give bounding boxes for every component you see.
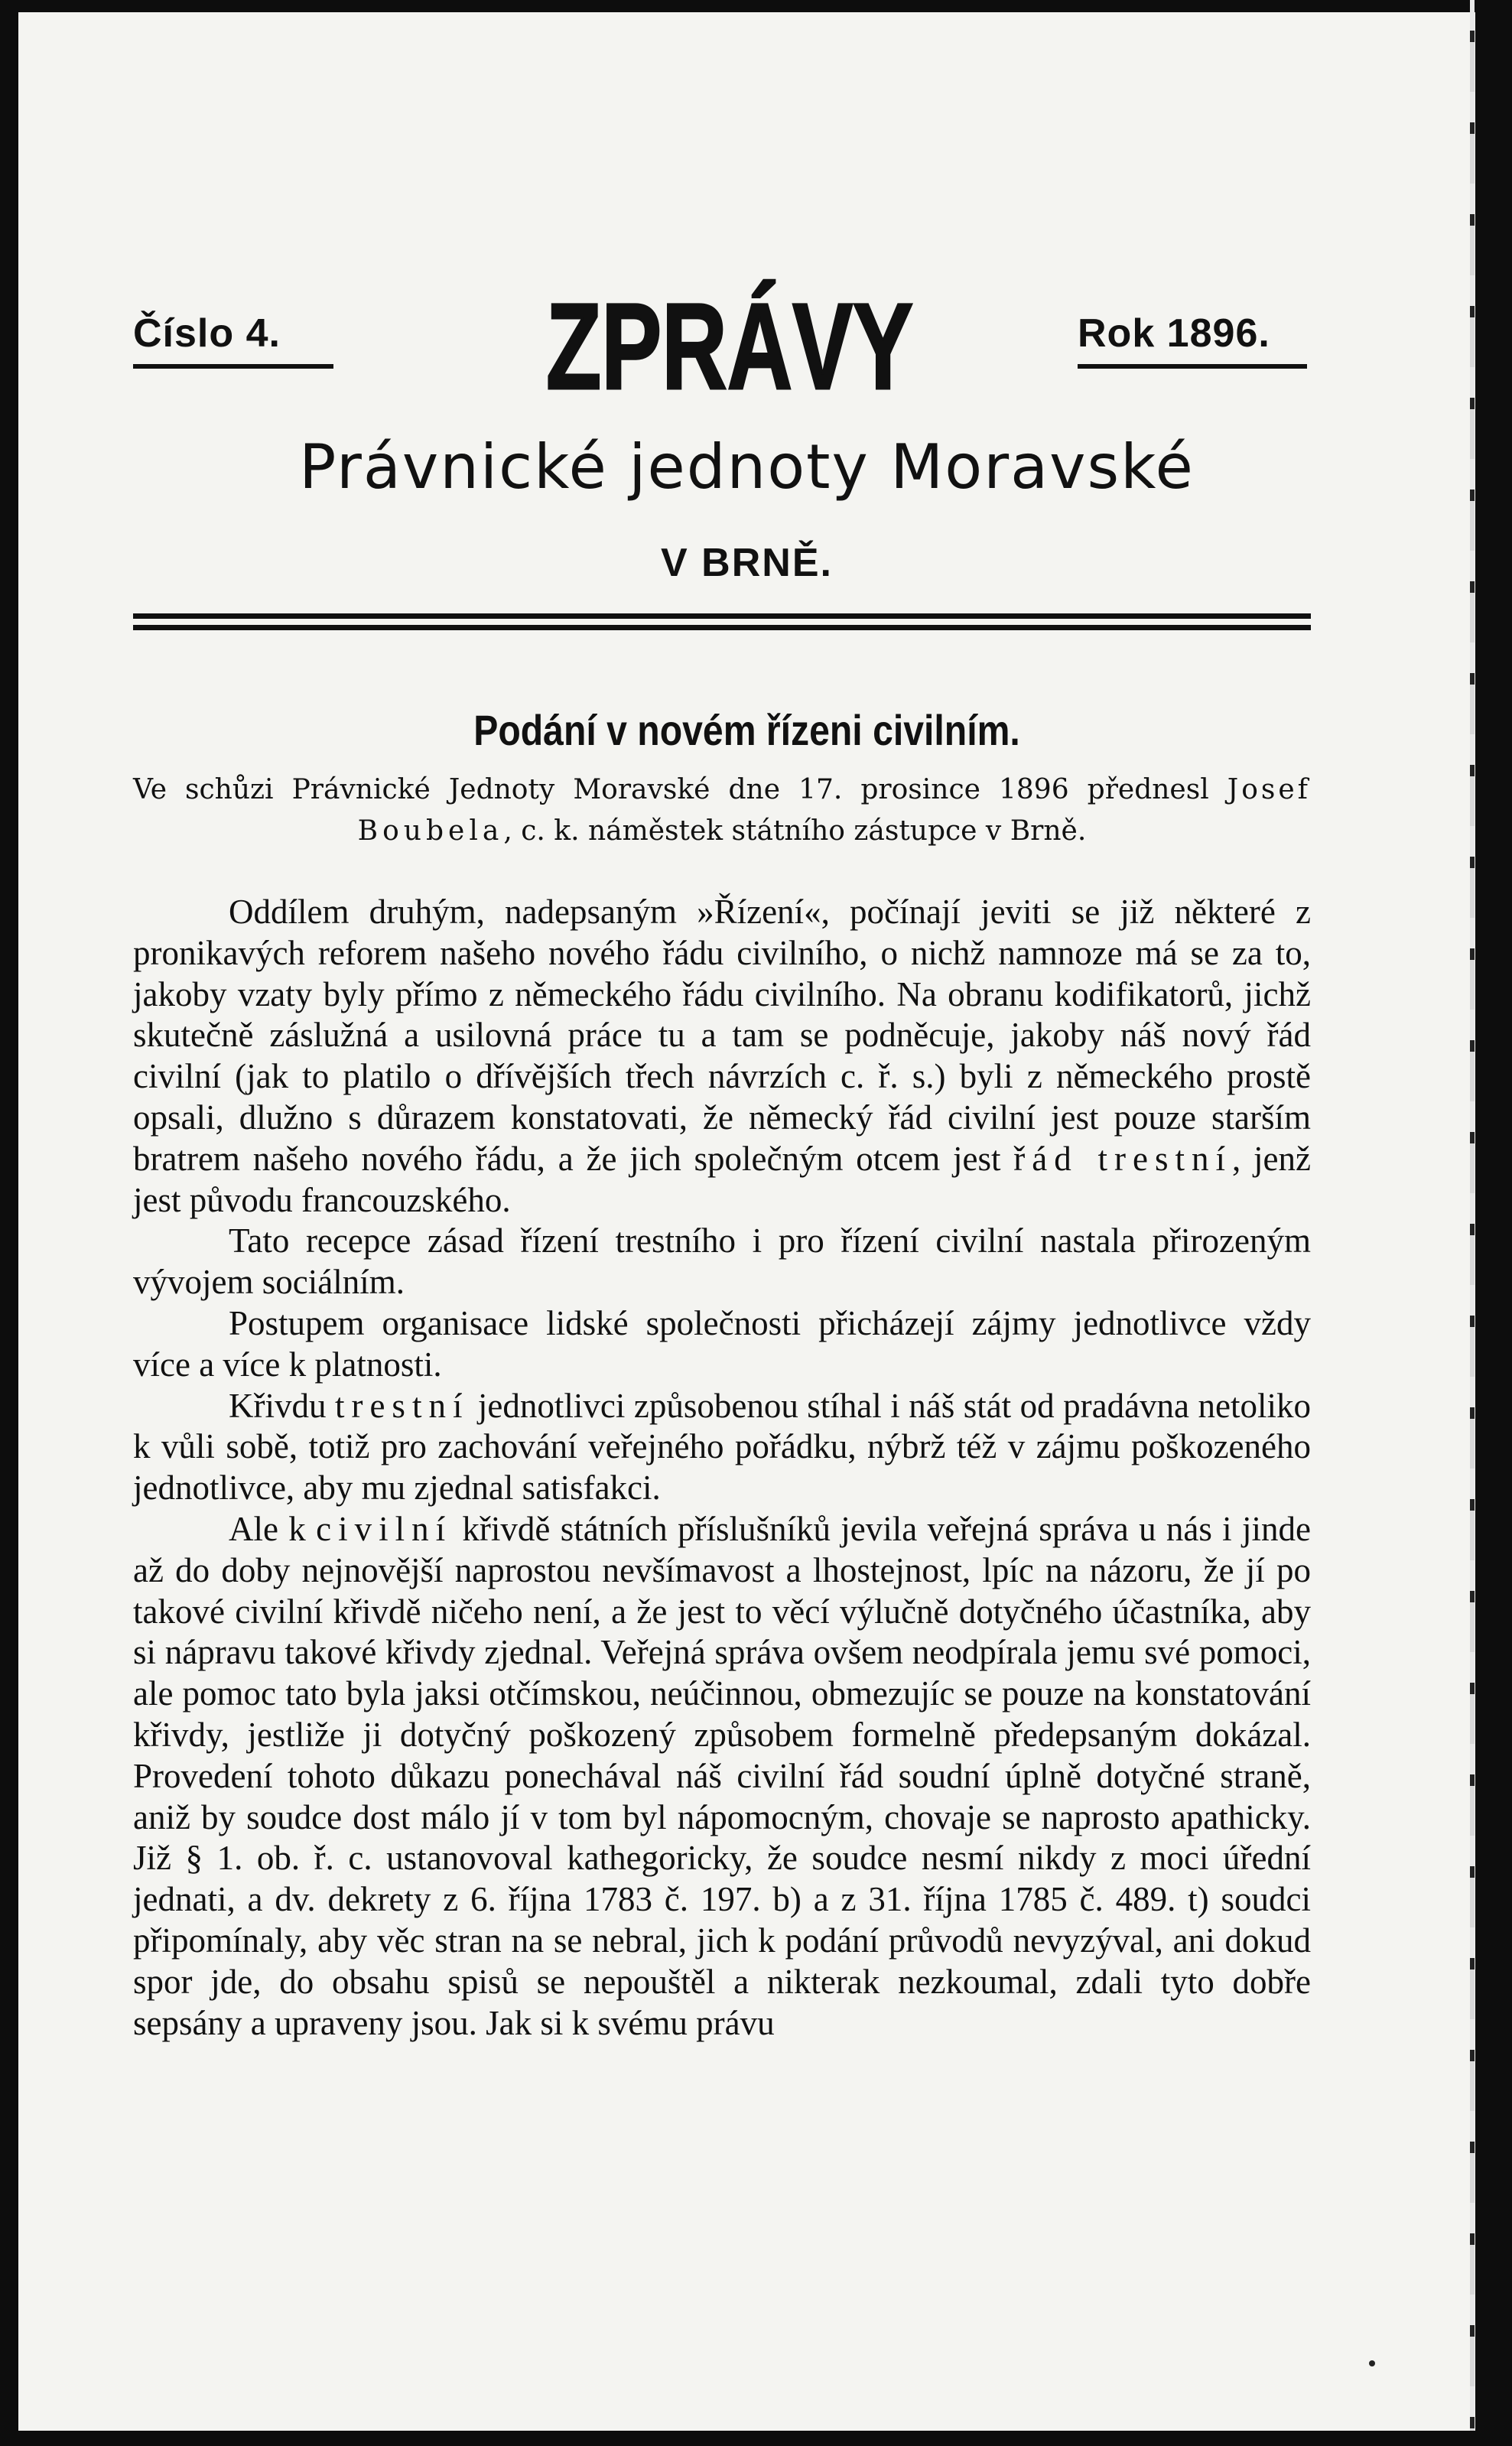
byline-rest: , c. k. náměstek státního zástupce v Brně.: [503, 815, 1087, 847]
city-line: V BRNĚ.: [661, 541, 833, 585]
masthead-text: ZPRÁVY: [546, 278, 913, 415]
paragraph-text: Křivdu: [229, 1386, 335, 1425]
article-byline: [133, 769, 1311, 852]
paragraph-text: křivdě státních příslušníků jevila veřejná správa u nás i jinde až do doby nejnovější naprostou nevšímavost a lhostejnost, lpíc na názoru, že jí po takové civilní křivdě ničeho není, a že jest to věcí výlučně dotyčného účastníka, aby si nápravu takové křivdy zjednal. Veřejná správa ovšem neodpírala jemu své pomoci, ale pomoc tato byla jaksi otčímskou, neúčinnou, obmezujíc se pouze na konstatování křivdy, jestliže ji dotyčný poškozený způsobem formelně předepsaným dokázal. Provedení tohoto důkazu ponechával náš civilní řád soudní úplně dotyčné straně, aniž by soudce dost málo jí v tom byl nápomocným, chovaje se naprosto apathicky. Již § 1. ob. ř. c. ustanovoval kathegoricky, že soudce nesmí nikdy z moci úřední jednati, a dv. dekrety z 6. října 1783 č. 197. b) a z 31. října 1785 č. 489. t) soudci připomínaly, aby věc stran na se nebral, jich k podání průvodů nevyzýval, ani dokud spor jde, do obsahu spisů se nepouštěl a nikterak nezkoumal, zdali tyto dobře sepsány a upraveny jsou. Jak si k svému právu: [133, 1509, 1311, 2042]
issue-number: Číslo 4.: [133, 311, 281, 356]
issue-underline: [133, 364, 333, 369]
byline-author-last: Boubela: [357, 815, 504, 847]
byline-author-first: Josef: [1227, 774, 1311, 805]
paragraph: [133, 1303, 1311, 1386]
paragraph-text: jednotlivci způsobenou stíhal i náš stát od pradávna netoliko k vůli sobě, totiž pro zachování veřejného pořádku, nýbrž též v zájmu poškozeného jednotlivce, aby mu zjednal satisfakci.: [133, 1386, 1311, 1508]
double-rule-divider: [133, 613, 1311, 630]
society-subtitle: Právnické jednoty Moravské: [299, 431, 1195, 503]
year-underline: [1078, 364, 1307, 369]
paragraph-text: Ale k: [229, 1509, 317, 1548]
paragraph: [133, 1221, 1311, 1303]
paragraph-text: Postupem organisace lidské společnosti přicházejí zájmy jednotlivce vždy více a více k platnosti.: [133, 1303, 1311, 1384]
emphasis-spaced: civilní: [316, 1509, 453, 1548]
paragraph-text: Oddílem druhým, nadepsaným »Řízení«, počínají jeviti se již některé z pronikavých reforem našeho nového řádu civilního, o nichž namnoze má se za to, jakoby vzaty byly přímo z německého řádu civilního. Na obranu kodifikatorů, jichž skutečně záslužná a usilovná práce tu a tam se podněcuje, jakoby náš nový řád civilní (jak to platilo o dřívějších třech návrzích c. ř. s.) byli z německého prostě opsali, dlužno s důrazem konstatovati, že německý řád civilní jest pouze starším bratrem našeho nového řádu, a že jich společným otcem jest: [133, 893, 1311, 1178]
year-label: Rok 1896.: [1078, 311, 1270, 356]
masthead-title: [531, 272, 928, 415]
paragraph: [133, 1509, 1311, 2044]
page-edge: [1470, 0, 1475, 2446]
scan-border-bottom: [0, 2431, 1512, 2446]
article-title: Podání v novém řízeni civilním.: [473, 706, 1020, 754]
byline-intro: Ve schůzi Právnické Jednoty Moravské dne 17. prosince 1896 přednesl: [133, 774, 1227, 805]
scanned-page: [18, 12, 1475, 2431]
paragraph-text: , jenž jest původu francouzského.: [133, 1139, 1312, 1219]
ink-speck: [1369, 2360, 1375, 2366]
paragraph-text: Tato recepce zásad řízení trestního i pro řízení civilní nastala přirozeným vývojem sociálním.: [133, 1221, 1311, 1302]
paragraph: [133, 1386, 1311, 1509]
emphasis-spaced: trestní: [334, 1386, 470, 1425]
paragraph: [133, 892, 1311, 1221]
scan-border-right: [1475, 0, 1512, 2446]
emphasis-spaced: řád trestní: [1013, 1139, 1233, 1178]
article-body: [133, 892, 1311, 2044]
